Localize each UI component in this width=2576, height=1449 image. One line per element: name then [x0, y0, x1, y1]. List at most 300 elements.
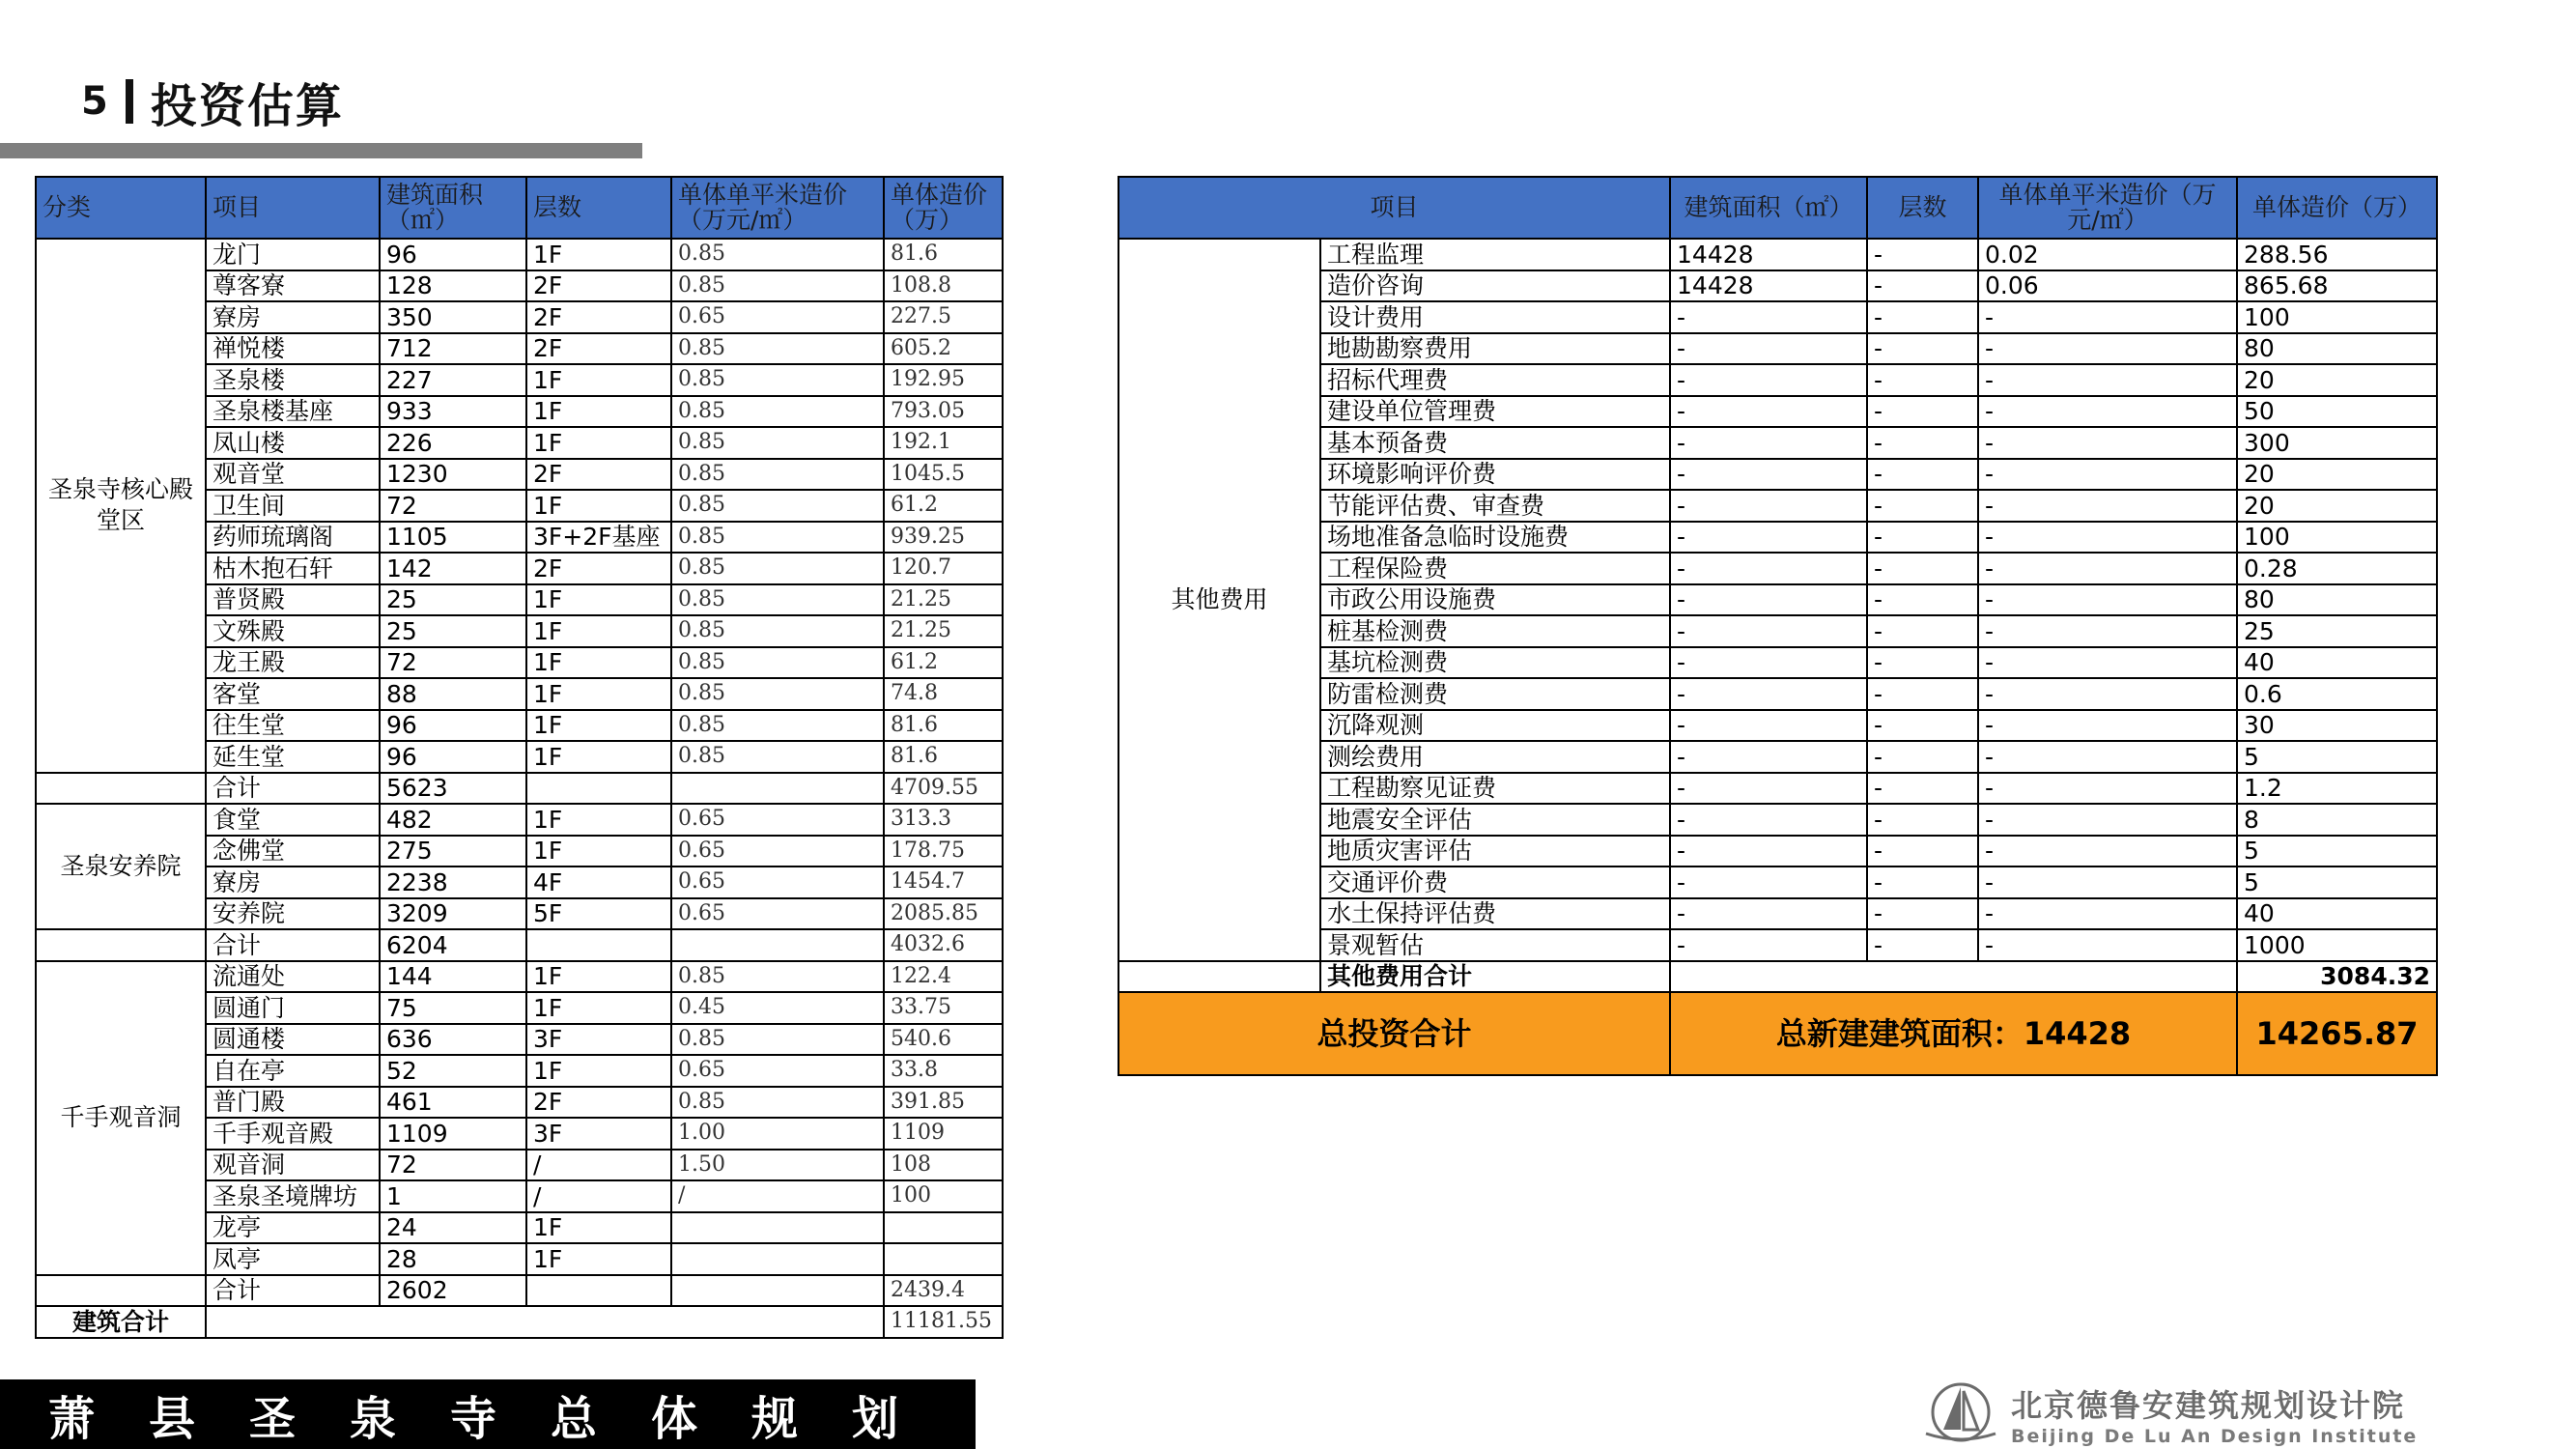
table-cell: 52	[380, 1055, 526, 1087]
category-cell: 其他费用	[1118, 239, 1320, 961]
table-cell: -	[1978, 678, 2237, 710]
table-cell: 基坑检测费	[1320, 647, 1670, 679]
subtotal-cell	[526, 929, 671, 961]
table-cell: 192.1	[884, 427, 1003, 459]
table-cell: -	[1867, 301, 1978, 333]
table-cell: -	[1978, 333, 2237, 365]
table-cell: 1F	[526, 584, 671, 616]
table-cell: 2F	[526, 459, 671, 491]
table-cell: -	[1670, 773, 1867, 805]
table-cell: 5	[2237, 867, 2437, 898]
table-cell: 72	[380, 490, 526, 522]
table-cell: 50	[2237, 396, 2437, 428]
table-cell	[36, 773, 206, 805]
table-cell: 865.68	[2237, 270, 2437, 302]
table-cell: 1F	[526, 615, 671, 647]
table-cell: 227	[380, 364, 526, 396]
table-cell: 100	[884, 1180, 1003, 1212]
table-cell: -	[1978, 710, 2237, 742]
table-cell: 沉降观测	[1320, 710, 1670, 742]
table-cell: 节能评估费、审查费	[1320, 490, 1670, 522]
header-cell: 建筑面积（㎡）	[380, 177, 526, 239]
table-cell	[884, 1212, 1003, 1244]
category-cell: 圣泉安养院	[36, 804, 206, 929]
table-cell: -	[1978, 553, 2237, 584]
table-cell: 0.85	[671, 239, 884, 270]
table-cell: 普门殿	[206, 1087, 380, 1119]
header-cell: 项目	[206, 177, 380, 239]
subtotal-cell: 4032.6	[884, 929, 1003, 961]
subtotal-value: 3084.32	[2237, 961, 2437, 993]
table-cell: 275	[380, 836, 526, 867]
table-cell: 120.7	[884, 553, 1003, 584]
table-cell: 288.56	[2237, 239, 2437, 270]
table-header-row	[1118, 177, 2437, 239]
company-name-cn: 北京德鲁安建筑规划设计院	[2011, 1387, 2406, 1424]
table-cell: 1109	[380, 1118, 526, 1150]
table-cell: -	[1670, 647, 1867, 679]
table-cell: 普贤殿	[206, 584, 380, 616]
table-cell: 100	[2237, 522, 2437, 554]
table-cell: 1F	[526, 364, 671, 396]
table-cell: 1F	[526, 490, 671, 522]
header-cell: 单体造价（万）	[884, 177, 1003, 239]
table-cell: 地震安全评估	[1320, 804, 1670, 836]
table-cell: 3209	[380, 898, 526, 930]
table-cell: -	[1978, 615, 2237, 647]
table-cell: 20	[2237, 459, 2437, 491]
table-cell: -	[1867, 836, 1978, 867]
table-cell: -	[1978, 459, 2237, 491]
table-cell: -	[1978, 490, 2237, 522]
table-cell: 0.85	[671, 615, 884, 647]
table-cell: 观音堂	[206, 459, 380, 491]
table-cell: 40	[2237, 647, 2437, 679]
table-cell: 5F	[526, 898, 671, 930]
table-cell: 2F	[526, 333, 671, 365]
table-cell: -	[1867, 427, 1978, 459]
table-cell: 安养院	[206, 898, 380, 930]
subtotal-cell: 合计	[206, 773, 380, 805]
table-cell: 0.85	[671, 553, 884, 584]
table-cell: 96	[380, 239, 526, 270]
table-cell: 227.5	[884, 301, 1003, 333]
subtotal-cell	[671, 929, 884, 961]
table-cell: 1F	[526, 710, 671, 742]
table-cell: 市政公用设施费	[1320, 584, 1670, 616]
table-cell: 2F	[526, 553, 671, 584]
table-cell: -	[1978, 584, 2237, 616]
table-cell: 1045.5	[884, 459, 1003, 491]
grand-total-area: 总新建建筑面积：14428	[1670, 992, 2237, 1075]
table-cell: 地勘勘察费用	[1320, 333, 1670, 365]
table-cell: -	[1670, 553, 1867, 584]
table-cell: 350	[380, 301, 526, 333]
table-cell: 226	[380, 427, 526, 459]
table-cell: 0.85	[671, 490, 884, 522]
table-cell	[884, 1243, 1003, 1275]
table-cell: 基本预备费	[1320, 427, 1670, 459]
table-cell: -	[1978, 773, 2237, 805]
table-cell: 0.85	[671, 270, 884, 302]
table-cell: -	[1867, 647, 1978, 679]
table-cell: -	[1867, 584, 1978, 616]
table-cell: /	[526, 1180, 671, 1212]
table-cell: 枯木抱石轩	[206, 553, 380, 584]
table-cell: 72	[380, 1150, 526, 1181]
table-cell: 0.85	[671, 678, 884, 710]
table-cell: 482	[380, 804, 526, 836]
table-cell: 122.4	[884, 961, 1003, 993]
table-cell: 1F	[526, 678, 671, 710]
table-cell: -	[1867, 710, 1978, 742]
table-cell: 1F	[526, 1055, 671, 1087]
category-cell: 千手观音洞	[36, 961, 206, 1275]
table-cell: -	[1670, 584, 1867, 616]
table-cell: -	[1978, 647, 2237, 679]
table-cell: -	[1978, 836, 2237, 867]
table-cell: 2238	[380, 867, 526, 898]
table-cell: 防雷检测费	[1320, 678, 1670, 710]
table-cell: 地质灾害评估	[1320, 836, 1670, 867]
table-cell: 工程监理	[1320, 239, 1670, 270]
table-cell: -	[1867, 333, 1978, 365]
table-cell: 交通评价费	[1320, 867, 1670, 898]
table-cell: 1F	[526, 396, 671, 428]
table-cell: -	[1670, 898, 1867, 930]
subtotal-cell: 2439.4	[884, 1275, 1003, 1307]
table-cell: -	[1867, 929, 1978, 961]
table-cell: 81.6	[884, 710, 1003, 742]
table-cell: 1000	[2237, 929, 2437, 961]
table-cell: 龙门	[206, 239, 380, 270]
table-cell: 建设单位管理费	[1320, 396, 1670, 428]
table-cell: 往生堂	[206, 710, 380, 742]
table-cell: 142	[380, 553, 526, 584]
table-cell: 0.85	[671, 1024, 884, 1056]
table-cell: 1F	[526, 647, 671, 679]
table-row	[36, 961, 1003, 993]
table-cell: 0.06	[1978, 270, 2237, 302]
table-cell: -	[1670, 364, 1867, 396]
header-cell: 单体单平米造价（万元/㎡）	[671, 177, 884, 239]
table-row	[1118, 239, 2437, 270]
subtotal-cell	[526, 773, 671, 805]
table-cell	[36, 1275, 206, 1307]
table-cell: 0.85	[671, 584, 884, 616]
table-cell: 793.05	[884, 396, 1003, 428]
table-cell: 25	[2237, 615, 2437, 647]
table-cell: 1F	[526, 1243, 671, 1275]
table-cell: 1F	[526, 961, 671, 993]
table-cell: 1F	[526, 804, 671, 836]
subtotal-cell: 2602	[380, 1275, 526, 1307]
table-cell: 药师琉璃阁	[206, 522, 380, 554]
table-cell: 88	[380, 678, 526, 710]
table-cell: -	[1670, 836, 1867, 867]
table-cell: -	[1670, 396, 1867, 428]
table-cell: -	[1670, 929, 1867, 961]
table-header-row	[36, 177, 1003, 239]
subtotal-cell: 6204	[380, 929, 526, 961]
table-cell: 605.2	[884, 333, 1003, 365]
subtotal-row	[36, 929, 1003, 961]
subtotal-row	[36, 1275, 1003, 1307]
table-cell: 3F	[526, 1118, 671, 1150]
table-cell: -	[1978, 898, 2237, 930]
table-cell: -	[1978, 396, 2237, 428]
table-cell: 0.65	[671, 836, 884, 867]
table-cell: 2F	[526, 1087, 671, 1119]
table-cell: 75	[380, 992, 526, 1024]
table-cell: 龙亭	[206, 1212, 380, 1244]
table-cell: 延生堂	[206, 741, 380, 773]
table-cell: /	[671, 1180, 884, 1212]
table-cell: 观音洞	[206, 1150, 380, 1181]
table-cell: -	[1867, 898, 1978, 930]
table-cell: 工程保险费	[1320, 553, 1670, 584]
table-cell: 测绘费用	[1320, 741, 1670, 773]
table-cell: 540.6	[884, 1024, 1003, 1056]
category-cell: 圣泉寺核心殿堂区	[36, 239, 206, 773]
table-cell: 96	[380, 741, 526, 773]
table-cell: 食堂	[206, 804, 380, 836]
total-row	[36, 1306, 1003, 1338]
table-cell: 凤亭	[206, 1243, 380, 1275]
subtotal-row	[36, 773, 1003, 805]
subtotal-cell: 合计	[206, 1275, 380, 1307]
table-cell: -	[1867, 553, 1978, 584]
section-title: 投资估算	[150, 78, 344, 133]
table-cell: 0.02	[1978, 239, 2237, 270]
table-cell: 300	[2237, 427, 2437, 459]
table-cell: 1F	[526, 992, 671, 1024]
table-cell: -	[1867, 804, 1978, 836]
table-cell: 2F	[526, 301, 671, 333]
company-name-en: Beijing De Lu An Design Institute	[2011, 1426, 2419, 1447]
table-cell: 20	[2237, 490, 2437, 522]
table-cell: -	[1978, 867, 2237, 898]
table-cell: 0.85	[671, 1087, 884, 1119]
table-cell: 313.3	[884, 804, 1003, 836]
table-cell: 108.8	[884, 270, 1003, 302]
table-cell: 圣泉楼	[206, 364, 380, 396]
table-cell: 文殊殿	[206, 615, 380, 647]
table-cell: 4F	[526, 867, 671, 898]
table-cell: 939.25	[884, 522, 1003, 554]
table-cell: 流通处	[206, 961, 380, 993]
table-cell: 144	[380, 961, 526, 993]
table-cell: 千手观音殿	[206, 1118, 380, 1150]
table-cell: -	[1867, 364, 1978, 396]
table-cell: -	[1670, 741, 1867, 773]
table-cell: 禅悦楼	[206, 333, 380, 365]
table-cell: 2085.85	[884, 898, 1003, 930]
table-cell: 0.28	[2237, 553, 2437, 584]
table-cell: 圆通楼	[206, 1024, 380, 1056]
heading-underline	[0, 143, 642, 158]
table-cell: -	[1867, 678, 1978, 710]
table-cell: 圆通门	[206, 992, 380, 1024]
subtotal-cell	[671, 773, 884, 805]
table-cell: /	[526, 1150, 671, 1181]
table-cell: 3F	[526, 1024, 671, 1056]
table-cell: 81.6	[884, 239, 1003, 270]
table-cell: 0.45	[671, 992, 884, 1024]
table-cell: 1109	[884, 1118, 1003, 1150]
table-row	[36, 239, 1003, 270]
grand-total-row	[1118, 992, 2437, 1075]
table-cell: 21.25	[884, 615, 1003, 647]
table-cell: 造价咨询	[1320, 270, 1670, 302]
table-cell: 5	[2237, 836, 2437, 867]
table-cell: -	[1867, 490, 1978, 522]
table-cell: 192.95	[884, 364, 1003, 396]
table-cell: 933	[380, 396, 526, 428]
table-cell: -	[1867, 741, 1978, 773]
table-cell: 636	[380, 1024, 526, 1056]
table-cell: 5	[2237, 741, 2437, 773]
table-cell: 工程勘察见证费	[1320, 773, 1670, 805]
table-cell: 0.85	[671, 961, 884, 993]
table-cell: 1F	[526, 836, 671, 867]
header-cell: 层数	[1867, 177, 1978, 239]
table-cell: 1F	[526, 239, 671, 270]
company-logo	[1922, 1381, 2418, 1447]
table-cell: 25	[380, 615, 526, 647]
table-cell: 25	[380, 584, 526, 616]
table-cell: -	[1867, 522, 1978, 554]
table-cell: -	[1867, 270, 1978, 302]
table-cell: -	[1867, 459, 1978, 491]
table-cell: -	[1978, 522, 2237, 554]
subtotal-label: 其他费用合计	[1320, 961, 1670, 993]
table-cell: 0.65	[671, 301, 884, 333]
table-cell: 100	[2237, 301, 2437, 333]
project-title-bar	[0, 1379, 976, 1449]
subtotal-cell: 5623	[380, 773, 526, 805]
table-cell: 30	[2237, 710, 2437, 742]
table-cell: -	[1670, 615, 1867, 647]
header-cell: 分类	[36, 177, 206, 239]
table-cell: 尊客寮	[206, 270, 380, 302]
table-cell: -	[1670, 710, 1867, 742]
header-cell: 项目	[1118, 177, 1670, 239]
table-cell: 0.85	[671, 522, 884, 554]
table-cell: 场地准备急临时设施费	[1320, 522, 1670, 554]
table-cell: 桩基检测费	[1320, 615, 1670, 647]
table-cell: 33.75	[884, 992, 1003, 1024]
table-cell: 61.2	[884, 647, 1003, 679]
table-cell: -	[1978, 427, 2237, 459]
table-cell: 寮房	[206, 867, 380, 898]
table-cell: 设计费用	[1320, 301, 1670, 333]
table-cell	[671, 1243, 884, 1275]
table-cell: 圣泉圣境牌坊	[206, 1180, 380, 1212]
table-cell: 1F	[526, 741, 671, 773]
table-cell: 0.85	[671, 710, 884, 742]
table-cell: 0.65	[671, 898, 884, 930]
header-cell: 单体造价（万）	[2237, 177, 2437, 239]
table-cell: 72	[380, 647, 526, 679]
table-cell: 1.50	[671, 1150, 884, 1181]
table-cell: 461	[380, 1087, 526, 1119]
sailboat-logo-icon	[1922, 1381, 1999, 1447]
section-number: 5	[81, 79, 108, 124]
table-cell: 1.00	[671, 1118, 884, 1150]
table-cell: 自在亭	[206, 1055, 380, 1087]
header-cell: 层数	[526, 177, 671, 239]
table-cell: -	[1867, 867, 1978, 898]
table-cell: -	[1978, 741, 2237, 773]
table-cell: 178.75	[884, 836, 1003, 867]
table-cell: 2F	[526, 270, 671, 302]
table-cell: 21.25	[884, 584, 1003, 616]
table-cell: -	[1670, 301, 1867, 333]
table-cell: 712	[380, 333, 526, 365]
table-cell: 水土保持评估费	[1320, 898, 1670, 930]
project-title: 萧县圣泉寺总体规划	[48, 1391, 953, 1446]
table-cell: 391.85	[884, 1087, 1003, 1119]
header-cell: 建筑面积（㎡）	[1670, 177, 1867, 239]
table-cell: -	[1670, 427, 1867, 459]
table-cell: 1F	[526, 427, 671, 459]
table-cell: 74.8	[884, 678, 1003, 710]
table-cell: 1F	[526, 1212, 671, 1244]
table-cell: 20	[2237, 364, 2437, 396]
table-cell: 0.85	[671, 364, 884, 396]
table-cell: 80	[2237, 333, 2437, 365]
table-cell: 14428	[1670, 239, 1867, 270]
table-cell	[671, 1212, 884, 1244]
table-cell: 环境影响评价费	[1320, 459, 1670, 491]
table-cell: 1	[380, 1180, 526, 1212]
other-cost-table	[1118, 176, 2438, 1076]
table-cell: -	[1670, 459, 1867, 491]
header-cell: 单体单平米造价（万元/㎡）	[1978, 177, 2237, 239]
table-cell: 寮房	[206, 301, 380, 333]
table-cell: -	[1978, 301, 2237, 333]
table-cell: 0.65	[671, 1055, 884, 1087]
table-cell	[206, 1306, 884, 1338]
total-label: 建筑合计	[36, 1306, 206, 1338]
table-cell: 1.2	[2237, 773, 2437, 805]
table-cell: -	[1670, 490, 1867, 522]
table-cell: 14428	[1670, 270, 1867, 302]
subtotal-cell	[526, 1275, 671, 1307]
table-cell: -	[1670, 867, 1867, 898]
table-cell: 1454.7	[884, 867, 1003, 898]
table-cell: 96	[380, 710, 526, 742]
table-cell: 0.85	[671, 427, 884, 459]
table-cell: 景观暂估	[1320, 929, 1670, 961]
table-cell	[1118, 961, 1320, 993]
table-cell	[36, 929, 206, 961]
table-row	[36, 804, 1003, 836]
table-cell: 0.85	[671, 741, 884, 773]
table-cell: 28	[380, 1243, 526, 1275]
table-cell: 128	[380, 270, 526, 302]
subtotal-cell	[671, 1275, 884, 1307]
table-cell: 0.85	[671, 333, 884, 365]
table-cell: -	[1670, 333, 1867, 365]
table-cell: 24	[380, 1212, 526, 1244]
table-cell: 80	[2237, 584, 2437, 616]
table-cell: 1105	[380, 522, 526, 554]
table-cell: 40	[2237, 898, 2437, 930]
grand-total-label: 总投资合计	[1118, 992, 1670, 1075]
table-cell: 8	[2237, 804, 2437, 836]
